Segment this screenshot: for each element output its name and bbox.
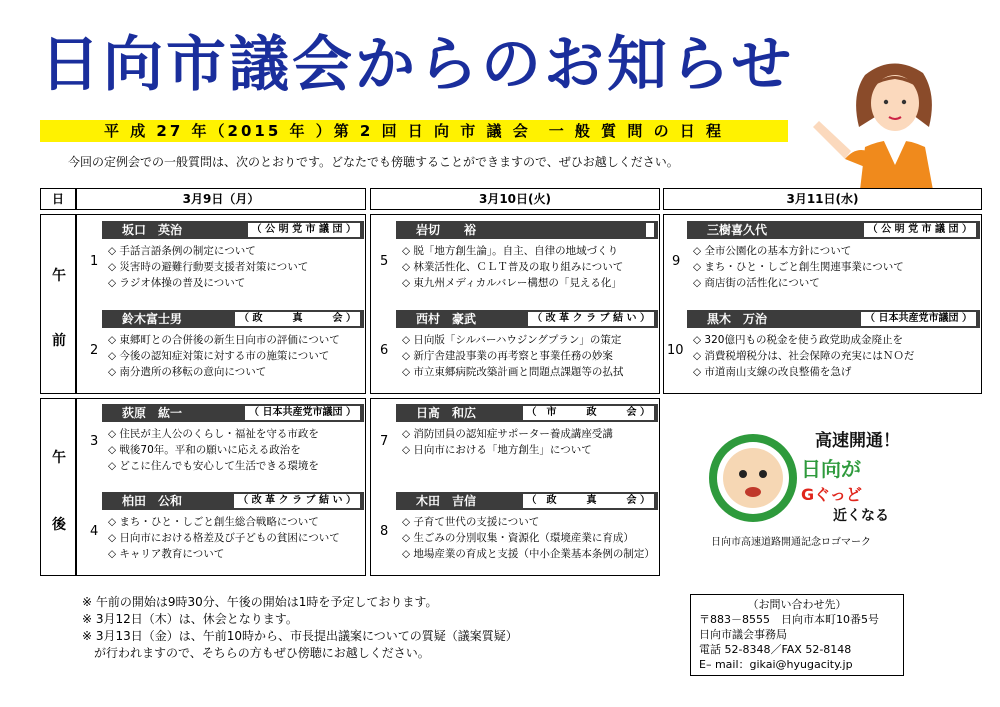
question-item: ◇ 商店街の活性化について <box>693 277 820 289</box>
date-header-1: 3月9日（月） <box>76 188 366 210</box>
question-item: ◇ まち・ひと・しごと創生関連事業について <box>693 261 904 273</box>
question-entry <box>396 310 658 390</box>
question-item: ◇ 今後の認知症対策に対する市の施策について <box>108 350 330 362</box>
party-label: （ 公 明 党 市 議 団 ） <box>864 223 976 237</box>
question-item: ◇ 全市公園化の基本方針について <box>693 245 852 257</box>
councilor-name: 木田 吉信 <box>416 494 477 508</box>
question-entry <box>102 492 364 572</box>
question-item: ◇ 320億円もの税金を使う政党助成金廃止を <box>693 334 903 346</box>
question-entry <box>687 221 980 301</box>
councilor-name: 鈴木富士男 <box>122 312 183 326</box>
contact-box <box>690 594 904 676</box>
question-item: ◇ 日向市における「地方創生」について <box>402 444 592 456</box>
woman-illustration <box>805 55 980 190</box>
question-item: ◇ 林業活性化、ＣＬＴ普及の取り組みについて <box>402 261 624 273</box>
contact-title: （お問い合わせ先） <box>747 598 847 611</box>
question-item: ◇ 市立東郷病院改築計画と問題点課題等の払拭 <box>402 366 624 378</box>
question-item: ◇ 消防団員の認知症サポーター養成講座受講 <box>402 428 613 440</box>
morning-label-2: 前 <box>52 333 66 349</box>
councilor-name: 荻原 紘一 <box>122 406 183 420</box>
question-entry <box>102 310 364 390</box>
question-item: ◇ どこに住んでも安心して生活できる環境を <box>108 460 319 472</box>
question-number: 4 <box>90 524 99 539</box>
party-label: （ 日本共産党市議団 ） <box>245 406 360 420</box>
question-item: ◇ ラジオ体操の普及について <box>108 277 246 289</box>
note-line: が行われますので、そちらの方もぜひ傍聴にお越しください。 <box>82 646 430 660</box>
question-item: ◇ 消費税増税分は、社会保障の充実にはＮＯだ <box>693 350 915 362</box>
party-label: （ 改 革 ク ラ ブ 結 い ） <box>234 494 360 508</box>
logo-line2: 日向が <box>801 457 861 481</box>
councilor-name: 日髙 和広 <box>416 406 477 420</box>
date-header-3: 3月11日(水) <box>663 188 982 210</box>
contact-office: 日向市議会事務局 <box>699 628 787 641</box>
question-item: ◇ 地場産業の育成と支援（中小企業基本条例の制定） <box>402 548 655 560</box>
party-label: （ 政 真 会 ） <box>235 312 360 326</box>
question-item: ◇ 生ごみの分別収集・資源化（環境産業に育成） <box>402 532 634 544</box>
party-label <box>646 223 654 237</box>
question-item: ◇ 災害時の避難行動要支援者対策について <box>108 261 309 273</box>
question-item: ◇ 市道南山支線の改良整備を急げ <box>693 366 852 378</box>
question-number: 2 <box>90 343 99 358</box>
question-entry <box>396 221 658 301</box>
question-item: ◇ 脱「地方創生論」。自主、自律の地域づくり <box>402 245 619 257</box>
question-item: ◇ 戦後70年。平和の願いに応える政治を <box>108 444 301 456</box>
subtitle-banner: 平 成 27 年（2015 年 ）第 2 回 日 向 市 議 会 一 般 質 問 の 日 程 <box>40 120 788 142</box>
party-label: （ 市 政 会 ） <box>523 406 654 420</box>
question-number: 5 <box>380 254 389 269</box>
logo-line4: 近くなる <box>833 508 889 524</box>
question-item: ◇ キャリア教育について <box>108 548 225 560</box>
councilor-name: 坂口 英治 <box>122 223 183 237</box>
party-label: （ 公 明 党 市 議 団 ） <box>248 223 360 237</box>
question-item: ◇ 住民が主人公のくらし・福祉を守る市政を <box>108 428 319 440</box>
question-item: ◇ 日向市における格差及び子どもの貧困について <box>108 532 340 544</box>
question-number: 10 <box>667 343 684 358</box>
party-label: （ 改 革 ク ラ ブ 結 い ） <box>528 312 654 326</box>
party-label: （ 政 真 会 ） <box>523 494 654 508</box>
day-header: 日 <box>40 188 76 210</box>
question-number: 6 <box>380 343 389 358</box>
question-entry <box>396 492 658 572</box>
question-number: 8 <box>380 524 389 539</box>
highway-logo <box>705 418 905 528</box>
intro-text: 今回の定例会での一般質問は、次のとおりです。どなたでも傍聴することができますので、ぜひお越しください。 <box>68 155 679 169</box>
note-line: ※ 3月13日（金）は、午前10時から、市長提出議案についての質疑（議案質疑） <box>82 629 518 643</box>
councilor-name: 西村 豪武 <box>416 312 477 326</box>
page-title: 日向市議会からのお知らせ <box>40 30 795 100</box>
contact-email[interactable]: E– mail：gikai@hyugacity.jp <box>699 658 853 671</box>
contact-phone: 電話 52-8348／FAX 52-8148 <box>699 643 852 656</box>
question-item: ◇ 新庁舎建設事業の再考察と事業任務の妙案 <box>402 350 613 362</box>
question-entry <box>102 404 364 484</box>
question-item: ◇ 南分遣所の移転の意向について <box>108 366 267 378</box>
date-header-2: 3月10日(火) <box>370 188 660 210</box>
councilor-name: 柏田 公和 <box>122 494 183 508</box>
question-entry <box>396 404 658 484</box>
councilor-name: 黒木 万治 <box>707 312 768 326</box>
councilor-name: 三樹喜久代 <box>707 223 768 237</box>
question-number: 3 <box>90 434 99 449</box>
question-entry <box>102 221 364 301</box>
note-line: ※ 3月12日（木）は、休会となります。 <box>82 612 298 626</box>
question-number: 9 <box>672 254 681 269</box>
logo-line1: 高速開通！ <box>815 431 900 451</box>
morning-label-1: 午 <box>52 268 66 284</box>
question-item: ◇ 子育て世代の支援について <box>402 516 540 528</box>
councilor-name: 岩切 裕 <box>416 223 477 237</box>
logo-caption: 日向市高速道路開通記念ロゴマーク <box>711 537 871 548</box>
contact-address: 〒883－8555 日向市本町10番5号 <box>699 613 879 626</box>
question-item: ◇ 日向版「シルバーハウジングプラン」の策定 <box>402 334 622 346</box>
question-item: ◇ 東九州メディカルバレー構想の「見える化」 <box>402 277 622 289</box>
schedule-table <box>40 188 982 588</box>
logo-line3: Gぐっど <box>801 485 862 504</box>
question-item: ◇ まち・ひと・しごと創生総合戦略について <box>108 516 319 528</box>
note-line: ※ 午前の開始は9時30分、午後の開始は1時を予定しております。 <box>82 595 438 609</box>
question-item: ◇ 手話言語条例の制定について <box>108 245 256 257</box>
question-number: 1 <box>90 254 99 269</box>
morning-cell <box>40 214 76 394</box>
afternoon-label-1: 午 <box>52 450 66 466</box>
question-entry <box>687 310 980 390</box>
afternoon-cell <box>40 398 76 576</box>
party-label: （ 日本共産党市議団 ） <box>861 312 976 326</box>
question-number: 7 <box>380 434 389 449</box>
afternoon-label-2: 後 <box>52 517 66 533</box>
notes <box>82 594 518 662</box>
question-item: ◇ 東郷町との合併後の新生日向市の評価について <box>108 334 340 346</box>
